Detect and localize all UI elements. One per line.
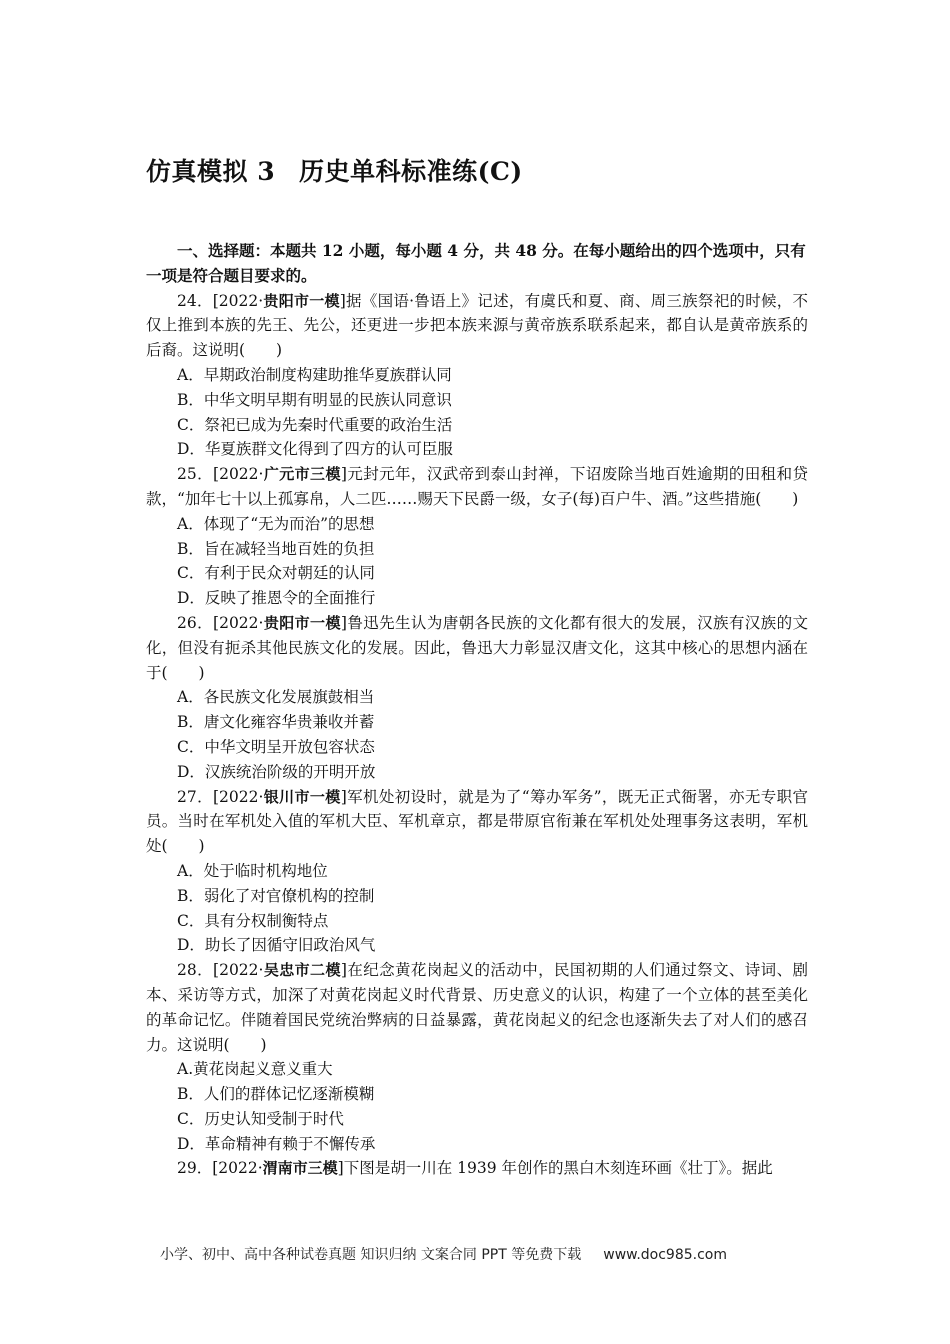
option-a: A．处于临时机构地位 [177,861,328,880]
source-city: 渭南市三模 [262,1159,338,1178]
source-city: 贵阳市一模 [263,613,341,632]
option-c: C．历史认知受制于时代 [177,1109,344,1128]
source-suffix: ] [340,465,347,484]
option-c: C．祭祀已成为先秦时代重要的政治生活 [177,415,453,434]
source-suffix: ] [340,961,347,980]
option-d: D．革命精神有赖于不懈传承 [177,1134,376,1153]
option-b: B．中华文明早期有明显的民族认同意识 [177,390,452,409]
page-title [146,152,523,188]
question-27 [146,785,808,959]
source-city: 银川市一模 [263,787,341,806]
question-25 [146,462,808,611]
question-26 [146,611,808,785]
question-29 [146,1156,808,1181]
question-number: 29． [177,1159,213,1178]
source-city: 广元市三模 [263,465,341,484]
option-d: D．助长了因循守旧政治风气 [177,936,376,955]
question-number: 27． [177,787,213,806]
source-prefix: [2022· [212,787,264,806]
option-c: C．中华文明呈开放包容状态 [177,737,375,756]
option-b: B．人们的群体记忆逐渐模糊 [177,1085,375,1104]
question-stem: 在纪念黄花岗起义的活动中，民国初期的人们通过祭文、诗词、剧本、采访等方式，加深了对黄花岗起义时代背景、历史意义的认识，构建了一个立体的甚至美化的革命记忆。伴随着国民党统治弊病的日益暴露，黄花岗起义的纪念也逐渐失去了对人们的感召力。这说明( ) [146,961,808,1054]
option-d: D．汉族统治阶级的开明开放 [177,762,376,781]
question-number: 24． [177,291,213,310]
source-suffix: ] [339,291,346,310]
option-b: B．唐文化雍容华贵兼收并蓄 [177,713,375,732]
question-stem: 据《国语·鲁语上》记述，有虞氏和夏、商、周三族祭祀的时候，不仅上推到本族的先王、先公，还更进一步把本族来源与黄帝族系联系起来，都自认是黄帝族系的后裔。这说明( ) [146,291,808,360]
question-number: 26． [177,613,214,632]
footer-text: 小学、初中、高中各种试卷真题 知识归纳 文案合同 PPT 等免费下载 [160,1247,582,1263]
option-a: A.黄花岗起义意义重大 [177,1060,333,1079]
source-prefix: [2022· [213,961,264,980]
question-stem: 元封元年，汉武帝到泰山封禅，下诏废除当地百姓逾期的田租和贷款，“加年七十以上孤寡帛，人二匹……赐天下民爵一级，女子(每)百户牛、酒。”这些措施( ) [146,465,808,508]
footer-url[interactable]: www.doc985.com [603,1247,727,1263]
question-number: 28． [177,961,214,980]
question-24 [146,289,808,463]
option-d: D．反映了推恩令的全面推行 [177,589,376,608]
source-prefix: [2022· [212,1159,263,1178]
source-suffix: ] [340,613,347,632]
question-stem: 鲁迅先生认为唐朝各民族的文化都有很大的发展，汉族有汉族的文化，但没有扼杀其他民族文化的发展。因此，鲁迅大力彰显汉唐文化，这其中核心的思想内涵在于( ) [146,613,808,682]
source-prefix: [2022· [213,613,264,632]
option-b: B．弱化了对官僚机构的控制 [177,886,375,905]
option-a: A．各民族文化发展旗鼓相当 [177,688,375,707]
option-a: A．体现了“无为而治”的思想 [177,514,375,533]
source-city: 吴忠市二模 [263,961,341,980]
question-28 [146,958,808,1156]
section-intro: 一、选择题：本题共 12 小题，每小题 4 分，共 48 分。在每小题给出的四个选项中，只有一项是符合题目要求的。 [146,241,806,285]
source-prefix: [2022· [213,465,264,484]
option-d: D．华夏族群文化得到了四方的认可臣服 [177,440,453,459]
question-stem: 下图是胡一川在 1939 年创作的黑白木刻连环画《壮丁》。据此 [343,1159,773,1178]
question-stem: 军机处初设时，就是为了“筹办军务”，既无正式衙署，亦无专职官员。当时在军机处入值的军机大臣、军机章京，都是带原官衔兼在军机处处理事务这表明，军机处( ) [146,787,808,856]
title-main: 仿真模拟 3 [146,157,276,186]
option-c: C．具有分权制衡特点 [177,911,329,930]
page-footer [160,1244,727,1264]
question-content [146,239,808,1181]
source-suffix: ] [340,787,347,806]
title-sub: 历史单科标准练(C) [299,157,523,186]
option-b: B．旨在减轻当地百姓的负担 [177,539,375,558]
source-prefix: [2022· [212,291,264,310]
source-city: 贵阳市一模 [263,291,340,310]
question-number: 25． [177,465,214,484]
source-suffix: ] [337,1159,344,1178]
option-c: C．有利于民众对朝廷的认同 [177,564,375,583]
option-a: A．早期政治制度构建助推华夏族群认同 [177,365,452,384]
